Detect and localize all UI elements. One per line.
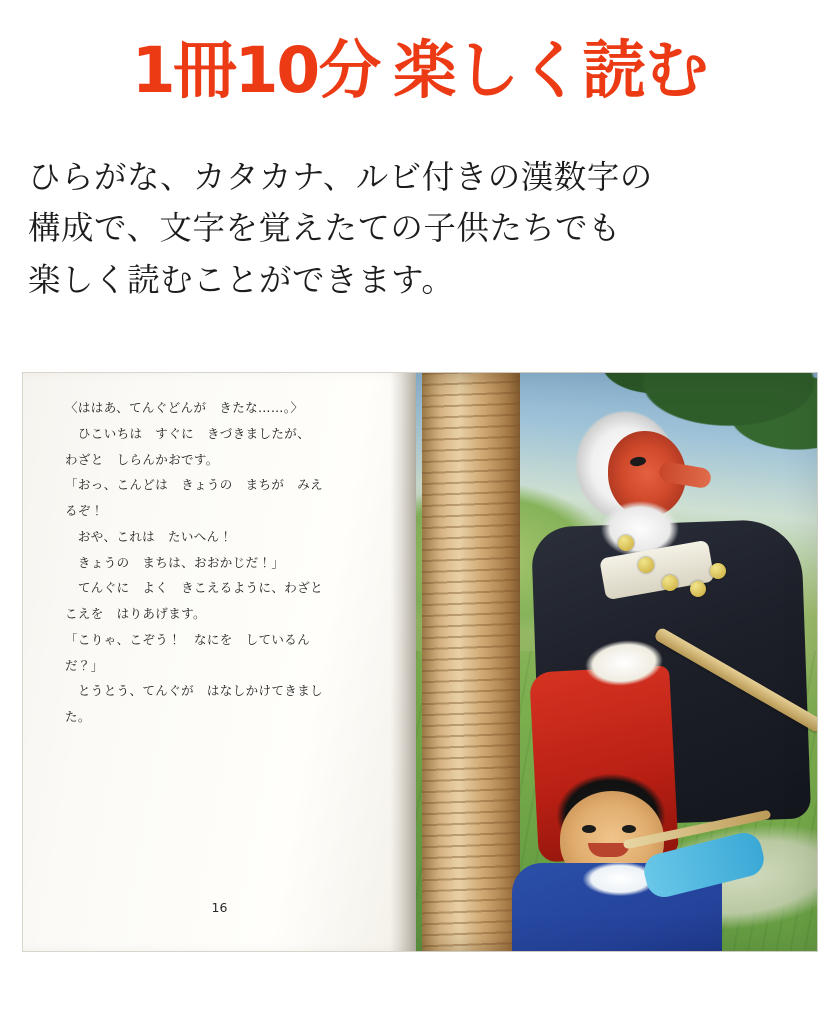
boy-eye	[622, 825, 636, 833]
book-text-line: 「こりゃ、こぞう！ なにを しているん	[65, 631, 311, 647]
book-text-line: きょうの まちは、おおかじだ！」	[65, 554, 285, 570]
lead-line-1: ひらがな、カタカナ、ルビ付きの漢数字の	[28, 158, 653, 197]
page-title	[22, 0, 818, 107]
book-right-page-illustration	[416, 372, 818, 952]
book-text-line: とうとう、てんぐが はなしかけてきまし	[65, 683, 324, 699]
bead	[662, 575, 678, 591]
page-title-part1: 1冊10分	[131, 34, 380, 107]
bead	[690, 581, 706, 597]
book-text-line: るぞ！	[65, 503, 104, 518]
tengu-sash	[573, 630, 674, 696]
book-text-line: こえを はりあげます。	[65, 606, 206, 621]
bead	[638, 557, 654, 573]
lead-line-3: 楽しく読むことができます。	[28, 260, 455, 299]
bead	[710, 563, 726, 579]
lead-paragraph	[22, 104, 818, 306]
book-text-line: 「おっ、こんどは きょうの まちが みえ	[65, 477, 324, 493]
book-text-line: 〈ははあ、てんぐどんが きたな……。〉	[65, 400, 304, 415]
bead	[618, 535, 634, 551]
book-text-line: おや、これは たいへん！	[65, 528, 233, 544]
book-text-line: てんぐに よく きこえるように、わざと	[65, 580, 324, 596]
book-text-line: だ？」	[65, 657, 104, 673]
book-text-line: わざと しらんかおです。	[65, 451, 219, 467]
lead-line-2: 構成で、文字を覚えたての子供たちでも	[28, 209, 622, 248]
book-gutter-shadow	[390, 373, 416, 951]
book-left-page	[22, 372, 416, 952]
illustration-tree-trunk	[422, 373, 520, 952]
boy-eye	[582, 825, 596, 833]
book-page-number: 16	[211, 900, 228, 915]
page-title-part2: 楽しく読む	[393, 34, 709, 107]
book-text-line: ひこいちは すぐに きづきましたが、	[65, 425, 311, 441]
tengu-prayer-beads	[612, 523, 732, 633]
book-body-text	[65, 395, 382, 730]
book-spread-photo	[22, 372, 818, 952]
book-text-line: た。	[65, 709, 91, 724]
